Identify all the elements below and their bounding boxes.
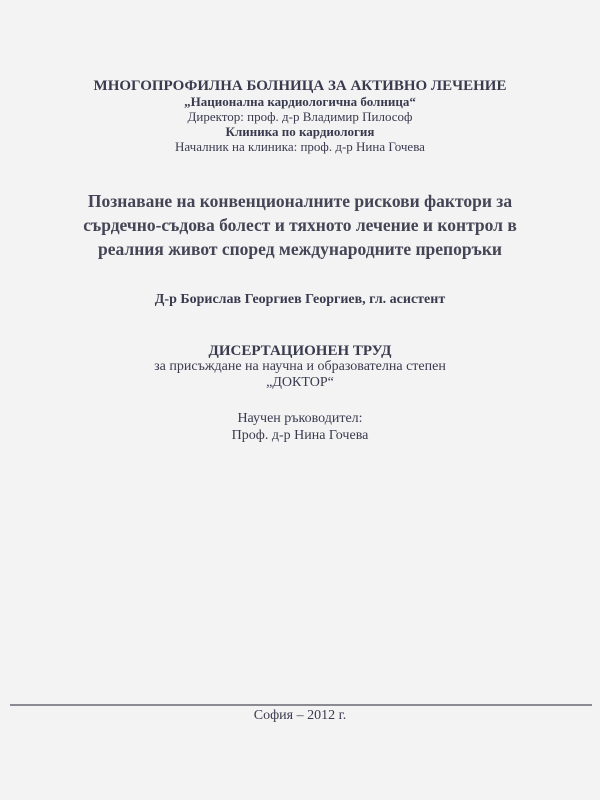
hospital-name: МНОГОПРОФИЛНА БОЛНИЦА ЗА АКТИВНО ЛЕЧЕНИЕ <box>93 78 507 94</box>
director: Директор: проф. д-р Владимир Пилософ <box>187 109 413 124</box>
dissertation-info <box>0 343 600 391</box>
author: Д-р Борислав Георгиев Георгиев, гл. асистент <box>154 292 446 307</box>
institution-header <box>0 79 600 154</box>
hospital-subtitle: „Национална кардиологична болница“ <box>184 94 416 109</box>
place-year: София – 2012 г. <box>253 708 347 723</box>
title-line: Познаване на конвенционалните рискови фактори за <box>87 191 513 211</box>
dissertation-title <box>0 189 600 261</box>
title-line: реалния живот според международните препоръки <box>98 239 502 259</box>
supervisor-name: Проф. д-р Нина Гочева <box>231 428 369 443</box>
dissertation-degree: „ДОКТОР“ <box>266 375 334 390</box>
dissertation-purpose: за присъждане на научна и образователна степен <box>154 359 446 374</box>
clinic-head: Началник на клиника: проф. д-р Нина Гочева <box>175 139 425 154</box>
supervisor <box>0 410 600 444</box>
supervisor-label: Научен ръководител: <box>237 411 363 426</box>
footer-divider <box>10 704 592 706</box>
clinic: Клиника по кардиология <box>225 124 375 139</box>
dissertation-heading: ДИСЕРТАЦИОНЕН ТРУД <box>208 343 392 359</box>
title-line: сърдечно-съдова болест и тяхното лечение и контрол в <box>83 215 517 235</box>
